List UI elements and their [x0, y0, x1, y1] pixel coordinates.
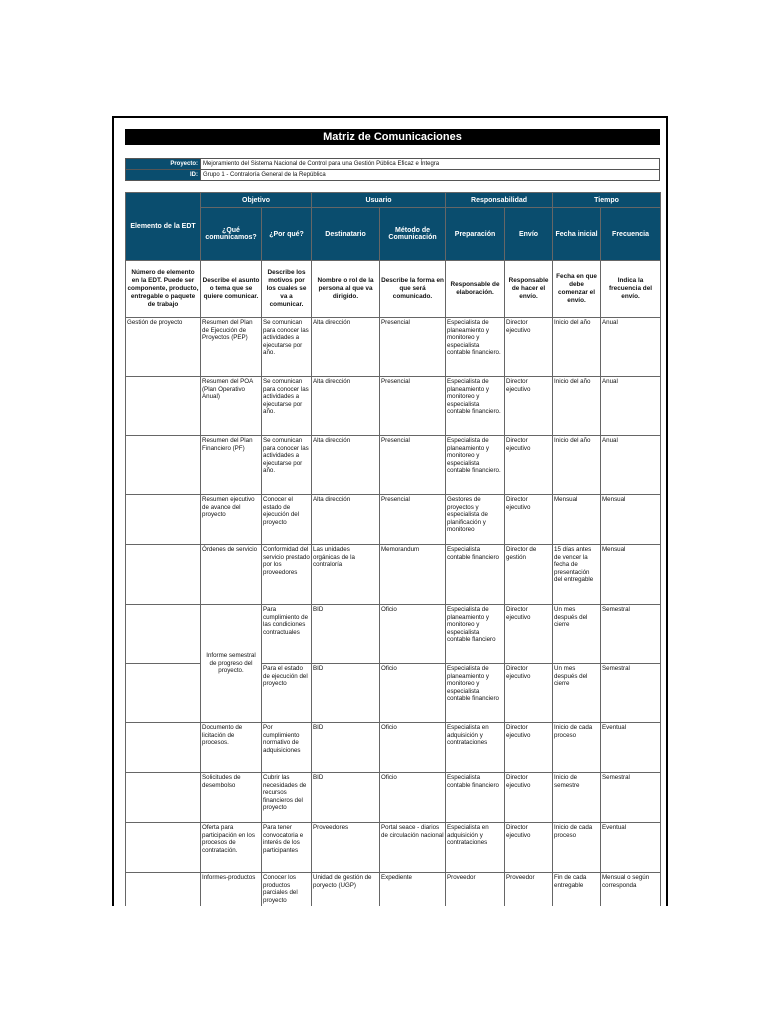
cell-envio: Director ejecutivo: [505, 605, 553, 664]
header-fecha: Fecha inicial: [553, 208, 601, 261]
cell-elemento: [126, 495, 201, 545]
cell-porque: Conocer los productos parciales del proyecto: [262, 873, 312, 907]
cell-frecuencia: Mensual o según corresponda: [601, 873, 661, 907]
cell-envio: Director ejecutivo: [505, 318, 553, 377]
cell-destinatario: Proveedores: [312, 823, 380, 873]
cell-que: Documento de licitación de procesos.: [201, 723, 262, 773]
cell-porque: Se comunican para conocer las actividades a ejecutarse por año.: [262, 318, 312, 377]
cell-fecha: Un mes después del cierre: [553, 664, 601, 723]
cell-frecuencia: Anual: [601, 318, 661, 377]
desc-metodo: Describe la forma en que será comunicado.: [380, 261, 446, 318]
page-title: Matriz de Comunicaciones: [125, 129, 660, 145]
cell-frecuencia: Mensual: [601, 495, 661, 545]
cell-preparacion: Especialista en adquisición y contrataciones: [446, 723, 505, 773]
cell-fecha: Inicio de cada proceso: [553, 823, 601, 873]
table-row: [126, 605, 661, 664]
table-row: [126, 545, 661, 605]
group-objetivo: Objetivo: [201, 193, 312, 208]
cell-fecha: Inicio del año: [553, 377, 601, 436]
cell-metodo: Oficio: [380, 605, 446, 664]
cell-fecha: Inicio de semestre: [553, 773, 601, 823]
header-que: ¿Qué comunicamos?: [201, 208, 262, 261]
cell-preparacion: Especialista de planeamiento y monitoreo y especialista contable financiero.: [446, 436, 505, 495]
cell-fecha: Inicio de cada proceso: [553, 723, 601, 773]
cell-fecha: Inicio del año: [553, 318, 601, 377]
project-label: Proyecto:: [126, 159, 201, 170]
header-preparacion: Preparación: [446, 208, 505, 261]
cell-que: Órdenes de servicio: [201, 545, 262, 605]
cell-elemento: Gestión de proyecto: [126, 318, 201, 377]
cell-preparacion: Especialista de planeamiento y monitoreo y especialista contable financiero.: [446, 377, 505, 436]
header-porque: ¿Por qué?: [262, 208, 312, 261]
desc-que: Describe el asunto o tema que se quiere comunicar.: [201, 261, 262, 318]
cell-porque: Para cumplimiento de las condiciones contractuales: [262, 605, 312, 664]
cell-destinatario: BID: [312, 723, 380, 773]
cell-destinatario: Alta dirección: [312, 436, 380, 495]
header-destinatario: Destinatario: [312, 208, 380, 261]
cell-envio: Proveedor: [505, 873, 553, 907]
cell-metodo: Presencial: [380, 318, 446, 377]
cell-preparacion: Especialista de planeamiento y monitoreo y especialista contable financiero: [446, 664, 505, 723]
cell-que: Resumen del Plan Financiero (PF): [201, 436, 262, 495]
table-row: [126, 436, 661, 495]
cell-preparacion: Especialista contable financiero: [446, 545, 505, 605]
header-metodo: Método de Comunicación: [380, 208, 446, 261]
cell-porque: Para el estado de ejecución del proyecto: [262, 664, 312, 723]
desc-porque: Describe los motivos por los cuales se va a comunicar.: [262, 261, 312, 318]
cell-que: Resumen del Plan de Ejecución de Proyectos (PEP): [201, 318, 262, 377]
cell-metodo: Presencial: [380, 436, 446, 495]
cell-frecuencia: Semestral: [601, 664, 661, 723]
cell-porque: Por cumplimiento normativo de adquisiciones: [262, 723, 312, 773]
cell-metodo: Presencial: [380, 495, 446, 545]
cell-elemento: [126, 773, 201, 823]
cell-fecha: Fin de cada entregable: [553, 873, 601, 907]
cell-fecha: 15 días antes de vencer la fecha de presentación del entregable: [553, 545, 601, 605]
project-row: [126, 159, 660, 170]
cell-metodo: Oficio: [380, 723, 446, 773]
cell-envio: Director ejecutivo: [505, 436, 553, 495]
desc-elemento: Número de elemento en la EDT. Puede ser componente, producto, entregable o paquete de trabajo: [126, 261, 201, 318]
header-elemento: Elemento de la EDT: [126, 193, 201, 261]
cell-elemento: [126, 723, 201, 773]
table-row: [126, 377, 661, 436]
column-header-row: [126, 208, 661, 261]
cell-metodo: Oficio: [380, 664, 446, 723]
cell-preparacion: Especialista de planeamiento y monitoreo y especialista contable flanciero: [446, 605, 505, 664]
cell-destinatario: Alta dirección: [312, 377, 380, 436]
id-label: ID:: [126, 170, 201, 181]
cell-fecha: Un mes después del cierre: [553, 605, 601, 664]
cell-frecuencia: Eventual: [601, 823, 661, 873]
cell-destinatario: Alta dirección: [312, 495, 380, 545]
cell-envio: Director ejecutivo: [505, 773, 553, 823]
cell-destinatario: BID: [312, 773, 380, 823]
document-page: [112, 116, 668, 906]
cell-metodo: Oficio: [380, 773, 446, 823]
table-row: [126, 773, 661, 823]
cell-porque: Se comunican para conocer las actividades a ejecutarse por año.: [262, 377, 312, 436]
communication-matrix: [125, 192, 661, 906]
cell-envio: Director ejecutivo: [505, 723, 553, 773]
desc-envio: Responsable de hacer el envío.: [505, 261, 553, 318]
header-envio: Envío: [505, 208, 553, 261]
header-frecuencia: Frecuencia: [601, 208, 661, 261]
group-header-row: [126, 193, 661, 208]
cell-elemento: [126, 436, 201, 495]
desc-frecuencia: Indica la frecuencia del envío.: [601, 261, 661, 318]
cell-preparacion: Especialista de planeamiento y monitoreo y especialista contable financiero.: [446, 318, 505, 377]
table-row: [126, 873, 661, 907]
cell-metodo: Presencial: [380, 377, 446, 436]
cell-que: Oferta para participación en los procesos de contratación.: [201, 823, 262, 873]
cell-fecha: Mensual: [553, 495, 601, 545]
cell-metodo: Memorandum: [380, 545, 446, 605]
cell-preparacion: Gestores de proyectos y especialista de planificación y monitoreo: [446, 495, 505, 545]
group-usuario: Usuario: [312, 193, 446, 208]
cell-elemento: [126, 823, 201, 873]
cell-elemento: [126, 377, 201, 436]
cell-metodo: Expediente: [380, 873, 446, 907]
group-tiempo: Tiempo: [553, 193, 661, 208]
cell-frecuencia: Semestral: [601, 773, 661, 823]
cell-envio: Director ejecutivo: [505, 495, 553, 545]
table-row: [126, 723, 661, 773]
cell-elemento: [126, 605, 201, 664]
cell-envio: Director ejecutivo: [505, 664, 553, 723]
cell-envio: Director de gestión: [505, 545, 553, 605]
cell-frecuencia: Semestral: [601, 605, 661, 664]
project-value: Mejoramiento del Sistema Nacional de Control para una Gestión Pública Eficaz e Íntegra: [201, 159, 660, 170]
cell-elemento: [126, 873, 201, 907]
cell-frecuencia: Eventual: [601, 723, 661, 773]
cell-que: Resumen ejecutivo de avance del proyecto: [201, 495, 262, 545]
description-row: [126, 261, 661, 318]
cell-destinatario: BID: [312, 605, 380, 664]
desc-fecha: Fecha en que debe comenzar el envío.: [553, 261, 601, 318]
cell-que: Resumen del POA (Plan Operativo Anual): [201, 377, 262, 436]
cell-destinatario: Las unidades orgánicas de la contraloría: [312, 545, 380, 605]
cell-envio: Director ejecutivo: [505, 377, 553, 436]
cell-frecuencia: Anual: [601, 377, 661, 436]
cell-preparacion: Especialista contable financiero: [446, 773, 505, 823]
cell-frecuencia: Mensual: [601, 545, 661, 605]
group-responsabilidad: Responsabilidad: [446, 193, 553, 208]
cell-porque: Conocer el estado de ejecución del proyecto: [262, 495, 312, 545]
cell-destinatario: Unidad de gestión de poryecto (UGP): [312, 873, 380, 907]
cell-elemento: [126, 664, 201, 723]
project-info-table: [125, 158, 660, 181]
cell-preparacion: Proveedor: [446, 873, 505, 907]
cell-metodo: Portal seace - diarios de circulación nacional: [380, 823, 446, 873]
cell-que: Solicitudes de desembolso: [201, 773, 262, 823]
cell-porque: Cubrir las necesidades de recursos financieros del proyecto: [262, 773, 312, 823]
cell-elemento: [126, 545, 201, 605]
cell-que: Informes-productos: [201, 873, 262, 907]
cell-porque: Se comunican para conocer las actividades a ejecutarse por año.: [262, 436, 312, 495]
table-row: [126, 823, 661, 873]
cell-destinatario: BID: [312, 664, 380, 723]
table-row: [126, 495, 661, 545]
cell-que-merged: Informe semestral de progreso del proyecto.: [201, 605, 262, 723]
cell-destinatario: Alta dirección: [312, 318, 380, 377]
cell-porque: Para tener convocatoria e interés de los participantes: [262, 823, 312, 873]
cell-frecuencia: Anual: [601, 436, 661, 495]
desc-destinatario: Nombre o rol de la persona al que va dirigido.: [312, 261, 380, 318]
id-row: [126, 170, 660, 181]
cell-envio: Director ejecutivo: [505, 823, 553, 873]
table-row: [126, 318, 661, 377]
cell-preparacion: Especialista en adquisición y contrataciones: [446, 823, 505, 873]
cell-fecha: Inicio del año: [553, 436, 601, 495]
cell-porque: Conformidad del servicio prestado por los proveedores: [262, 545, 312, 605]
id-value: Grupo 1 - Contraloría General de la República: [201, 170, 660, 181]
desc-preparacion: Responsable de elaboración.: [446, 261, 505, 318]
